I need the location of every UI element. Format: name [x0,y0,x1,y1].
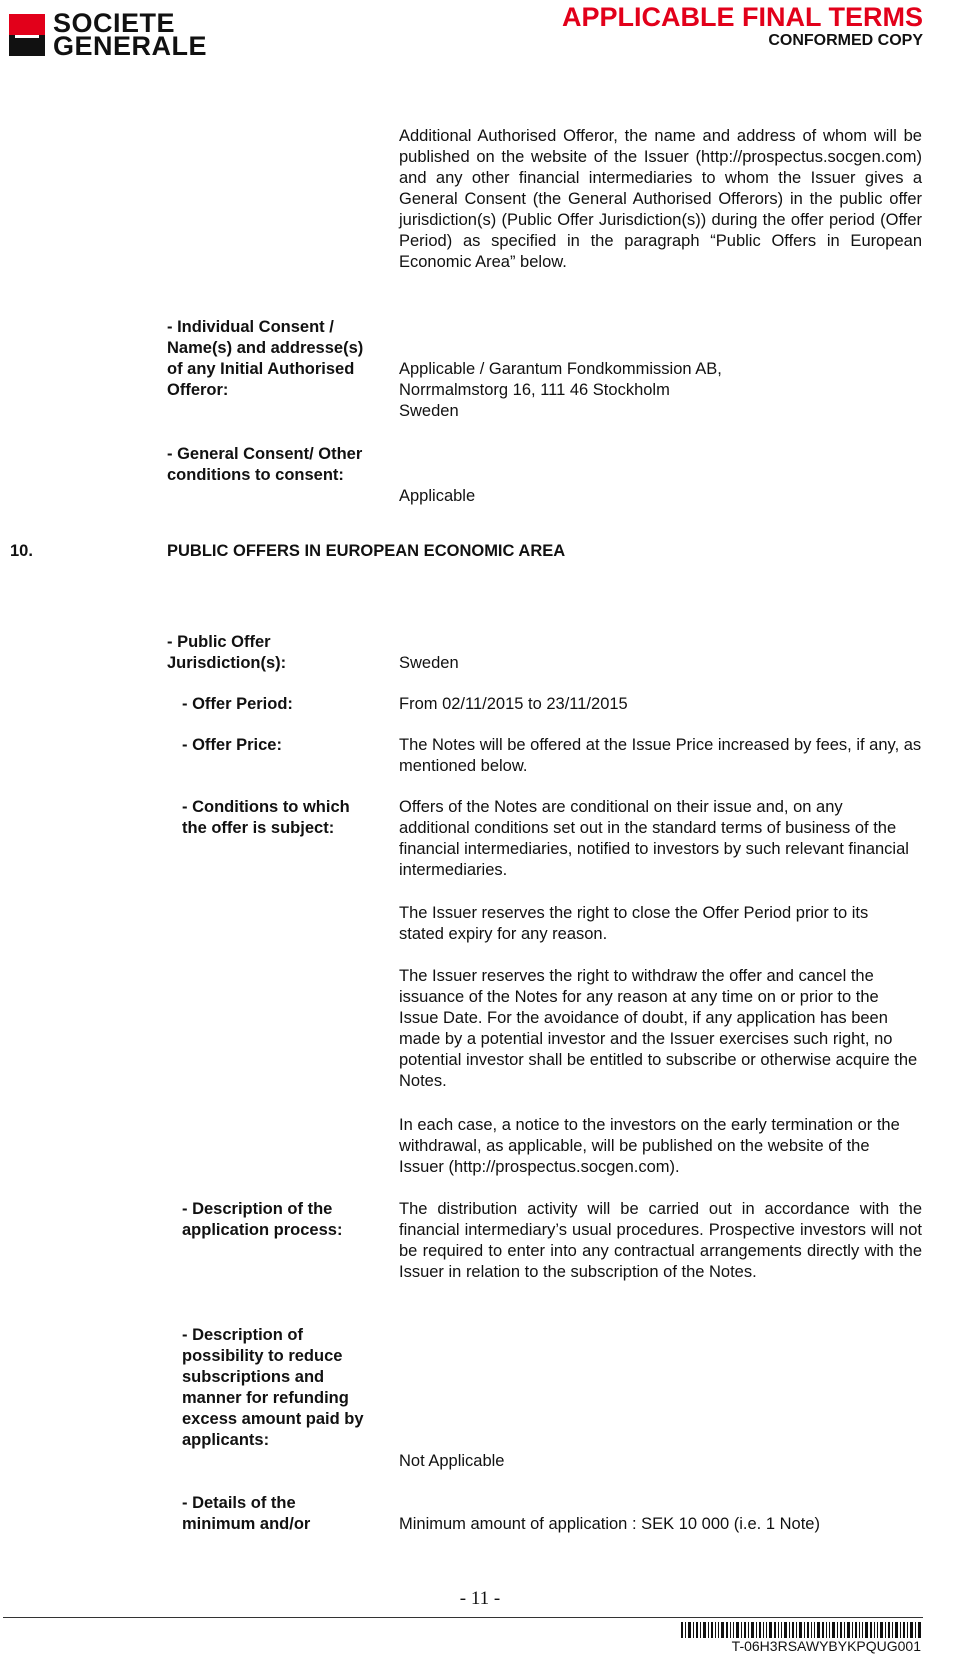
minimum-amount-value: Minimum amount of application : SEK 10 000 (i.e. 1 Note) [399,1515,820,1533]
reduce-subscriptions-value: Not Applicable [399,1452,505,1470]
logo-line-2: GENERALE [53,31,208,61]
conditions-paragraph-4: In each case, a notice to the investors on the early termination or the withdrawal, as applicable, will be published on the website of the Issuer (http://prospectus.socgen.com). [399,1116,900,1176]
application-process-value: The distribution activity will be carried out in accordance with the financial intermediary’s usual procedures. Prospective investors will not be required to enter into any contractual arrangements directly with the Issuer in relation to the subscription of the Notes. [399,1200,922,1281]
intro-paragraph: Additional Authorised Offeror, the name and address of whom will be published on the website of the Issuer (http://prospectus.socgen.com) and any other financial intermediaries to whom the Issuer gives a General Consent (the General Authorised Offerors) in the public offer jurisdiction(s) (Public Offer Jurisdiction(s)) during the offer period (Offer Period) as specified in the paragraph “Public Offers in European Economic Area” below. [399,127,922,271]
minimum-amount-label: - Details of the minimum and/or [182,1494,311,1533]
document-subtitle: CONFORMED COPY [768,32,923,49]
jurisdiction-label: - Public Offer Jurisdiction(s): [167,633,287,672]
document-code: T-06H3RSAWYBYKPQUG001 [731,1638,921,1654]
consent-line: Applicable / Garantum Fondkommission AB, [399,360,722,378]
section-title: PUBLIC OFFERS IN EUROPEAN ECONOMIC AREA [167,542,566,560]
page-number: - 11 - [459,1588,501,1609]
application-process-label: - Description of the application process: [182,1200,343,1239]
offer-period-label: - Offer Period: [182,695,293,713]
conditions-paragraph-3: The Issuer reserves the right to withdraw the offer and cancel the issuance of the Notes for any reason at any time on or prior to the Issue Date. For the avoidance of doubt, if any application has been made by a potential investor and the Issuer exercises such right, no potential investor shall be entitled to subscribe or otherwise acquire the Notes. [399,967,918,1090]
section-heading [10,542,565,561]
conditions-label: - Conditions to which the offer is subject: [182,798,350,837]
reduce-subscriptions-label: - Description of possibility to reduce subscriptions and manner for refunding excess amount paid by applicants: [182,1326,364,1449]
general-consent-value: Applicable [399,487,476,505]
document-title: APPLICABLE FINAL TERMS [561,2,923,32]
consent-line: Norrmalmstorg 16, 111 46 Stockholm [399,381,670,399]
conditions-paragraph-1: Offers of the Notes are conditional on their issue and, on any additional conditions set out in the standard terms of business of the financial intermediaries, notified to investors by such relevant financial intermediaries. [399,798,909,879]
logo-text [53,8,208,61]
jurisdiction-value: Sweden [399,654,459,672]
offer-price-value: The Notes will be offered at the Issue Price increased by fees, if any, as mentioned below. [399,736,922,775]
section-number: 10. [10,542,33,560]
offer-period-value: From 02/11/2015 to 23/11/2015 [399,695,628,713]
offer-price-label: - Offer Price: [182,736,282,754]
barcode-icon [681,1622,921,1638]
individual-consent-value [399,359,922,422]
general-consent-label: - General Consent/ Other conditions to consent: [167,445,363,484]
logo-line-1: SOCIETE [53,8,176,38]
footer-divider [3,1617,923,1618]
consent-line: Sweden [399,402,459,420]
individual-consent-label: - Individual Consent / Name(s) and addresse(s) of any Initial Authorised Offeror: [167,318,364,399]
conditions-paragraph-2: The Issuer reserves the right to close the Offer Period prior to its stated expiry for any reason. [399,904,869,943]
societe-generale-logo-icon [9,14,45,56]
